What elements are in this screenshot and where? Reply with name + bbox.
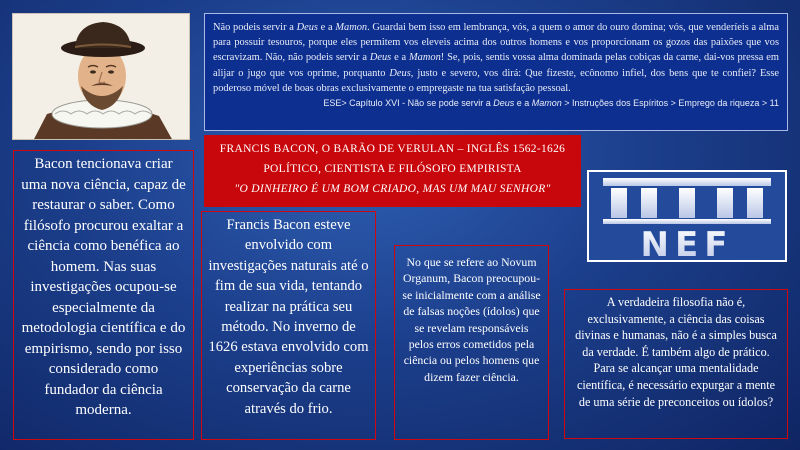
quote-segment: Deus xyxy=(369,52,392,64)
quote-reference: ESE> Capítulo XVI - Não se pode servir a Deus e a Mamon > Instruções dos Espíritos > Emprego da riqueza > 11 xyxy=(323,98,779,109)
quote-segment: Não podeis servir a xyxy=(213,22,297,33)
quote-segment: Mamon xyxy=(409,52,441,64)
quote-segment: Deus xyxy=(389,67,411,79)
life-box: Francis Bacon esteve envolvido com investigações naturais até o fim de sua vida, tentando realizar na prática seu método. No inverno de 1626 estava envolvido com experiências sobre conservação da carne através do frio. xyxy=(201,211,376,440)
nef-logo-text: NEF xyxy=(640,225,734,260)
quote-segment: e a xyxy=(317,22,336,33)
novum-organum-box: No que se refere ao Novum Organum, Bacon preocupou-se inicialmente com a análise de falsas noções (ídolos) que se revelam responsáveis pelos erros cometidos pela ciência ou pelos homens que dizem fazer ciência. xyxy=(394,245,549,440)
quote-segment: . Guardai bem isso em lembrança, vós, a quem o amor do ouro domina; vós, que venderíeis a alma para possuir tesouros, porque eles permitem vos eleveis acima dos outros homens e vos proporcionam os gozos das paixões que vos escravizam. Não, não podeis servir a xyxy=(213,22,779,64)
francis-bacon-portrait xyxy=(12,13,190,140)
quote-segment: , justo e severo, vos dirá: Que fizeste, ecônomo infiel, dos bens que te confiei? Esse poderoso móvel de boas obras exclusivamente o empregaste na tua satisfação pessoal. xyxy=(213,67,779,94)
quote-segment: ! Se, pois, sentis vossa alma dominada pelas cobiças da carne, dai-vos pressa em alijar o jugo que vos oprime, porquanto xyxy=(213,52,779,79)
banner-role-line: POLÍTICO, CIENTISTA E FILÓSOFO EMPIRISTA xyxy=(263,163,522,175)
quote-text xyxy=(213,20,779,96)
philosophy-box: A verdadeira filosofia não é, exclusivamente, a ciência das coisas divinas e humanas, não é a simples busca da verdade. É também algo de prático. Para se alcançar uma mentalidade científica, é necessário expurgar a mente de uma série de preconceitos ou ídolos? xyxy=(564,289,788,439)
quote-segment: e a xyxy=(391,52,410,64)
quote-segment: Mamon xyxy=(335,22,368,33)
science-box: Bacon tencionava criar uma nova ciência, capaz de restaurar o saber. Como filósofo procurou exaltar a ciência como benéfica ao homem. Nas suas investigações ocupou-se especialmente da metodologia científica e do empirismo, sendo por isso considerado como fundador da ciência moderna. xyxy=(13,150,194,440)
title-banner xyxy=(204,135,581,207)
nef-logo xyxy=(587,170,787,262)
quote-box xyxy=(204,13,788,131)
banner-name-line: FRANCIS BACON, O BARÃO DE VERULAN – INGLÊS 1562-1626 xyxy=(219,143,566,155)
quote-segment: Deus xyxy=(296,22,318,33)
banner-motto-line: "O DINHEIRO É UM BOM CRIADO, MAS UM MAU SENHOR" xyxy=(234,183,551,195)
